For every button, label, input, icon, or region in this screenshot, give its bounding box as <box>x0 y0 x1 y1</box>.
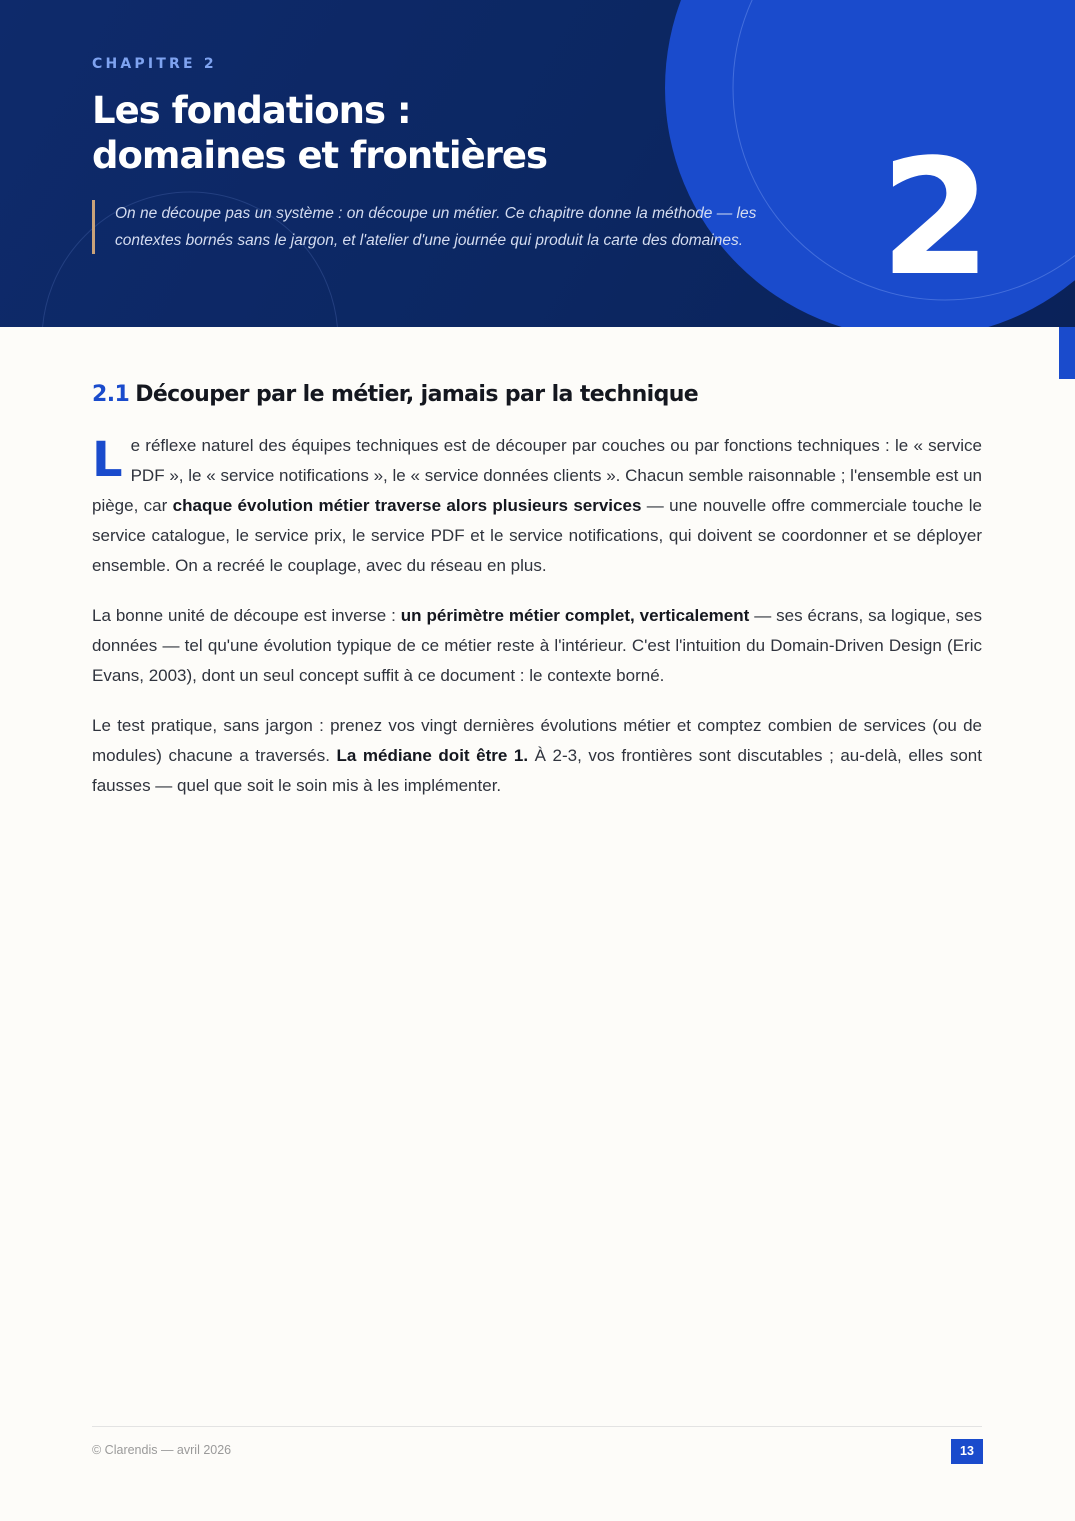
paragraph-emphasis: La médiane doit être 1. <box>336 746 529 765</box>
drop-cap: L <box>92 432 123 488</box>
paragraph-emphasis: chaque évolution métier traverse alors plusieurs services <box>172 496 642 515</box>
section-heading <box>92 382 698 407</box>
paragraph-2 <box>92 601 982 691</box>
chapter-intro-quote: On ne découpe pas un système : on découpe un métier. Ce chapitre donne la méthode — les contextes bornés sans le jargon, et l'atelier d'une journée qui produit la carte des domaines. <box>92 200 770 254</box>
paragraph-3 <box>92 711 982 801</box>
paragraph-emphasis: un périmètre métier complet, verticalement <box>400 606 750 625</box>
paragraph-text: — une nouvelle offre commerciale touche le service catalogue, le service prix, le service PDF et le service notifications, qui doivent se coordonner et se déployer ensemble. On a recréé le couplage, avec du réseau en plus. <box>92 496 982 575</box>
chapter-label: CHAPITRE 2 <box>92 56 217 72</box>
chapter-hero-banner <box>0 0 1075 327</box>
paragraph-1 <box>92 431 982 581</box>
section-title: Découper par le métier, jamais par la technique <box>135 382 699 407</box>
footer-copyright: © Clarendis — avril 2026 <box>92 1443 232 1457</box>
paragraph-text: e réflexe naturel des équipes techniques est de découper par couches ou par fonctions techniques : le « service PDF », le « service notifications », le « service données clients ». Chacun semble raisonnable ; l'ensemble est un piège, car <box>92 436 982 515</box>
side-accent-tab <box>1059 327 1075 379</box>
chapter-title <box>92 88 712 178</box>
paragraph-text: La bonne unité de découpe est inverse : <box>92 606 401 625</box>
section-number: 2.1 <box>92 382 130 407</box>
paragraph-text: À 2-3, vos frontières sont discutables ; au-delà, elles sont fausses — quel que soit le soin mis à les implémenter. <box>92 746 982 795</box>
chapter-title-line-2: domaines et frontières <box>92 134 548 177</box>
chapter-big-number: 2 <box>880 124 992 311</box>
paragraph-text: Le test pratique, sans jargon : prenez vos vingt dernières évolutions métier et comptez combien de services (ou de modules) chacune a traversés. <box>92 716 982 765</box>
page-number-badge: 13 <box>951 1439 983 1464</box>
footer-divider <box>92 1426 982 1427</box>
paragraph-text: — ses écrans, sa logique, ses données — tel qu'une évolution typique de ce métier reste à l'intérieur. C'est l'intuition du Domain-Driven Design (Eric Evans, 2003), dont un seul concept suffit à ce document : le contexte borné. <box>92 606 982 685</box>
section-body <box>92 431 982 821</box>
hero-blue-disc <box>665 0 1075 327</box>
chapter-title-line-1: Les fondations : <box>92 89 411 132</box>
